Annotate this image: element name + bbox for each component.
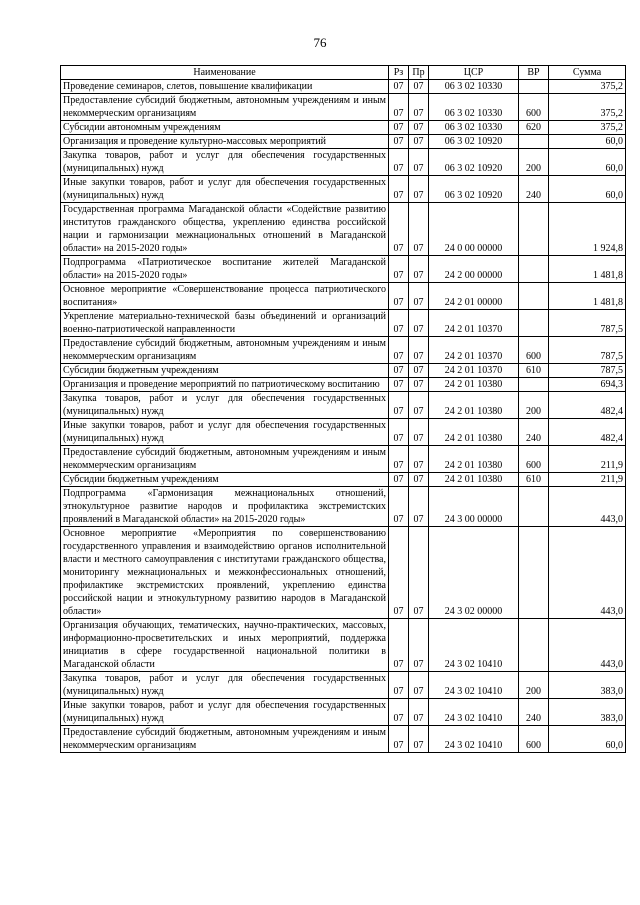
table-row — [61, 392, 626, 419]
row-vr — [519, 378, 549, 392]
row-csr: 24 2 01 00000 — [429, 283, 519, 310]
row-name: Предоставление субсидий бюджетным, автономным учреждениям и иным некоммерческим организациям — [61, 94, 389, 121]
row-vr — [519, 256, 549, 283]
row-csr: 06 3 02 10330 — [429, 80, 519, 94]
row-rz: 07 — [389, 364, 409, 378]
row-pr: 07 — [409, 672, 429, 699]
row-pr: 07 — [409, 135, 429, 149]
row-rz: 07 — [389, 176, 409, 203]
row-csr: 24 3 02 10410 — [429, 699, 519, 726]
row-name: Субсидии автономным учреждениям — [61, 121, 389, 135]
row-pr: 07 — [409, 619, 429, 672]
table-row — [61, 80, 626, 94]
row-sum: 60,0 — [549, 726, 626, 753]
row-name: Субсидии бюджетным учреждениям — [61, 473, 389, 487]
row-rz: 07 — [389, 283, 409, 310]
table-row — [61, 619, 626, 672]
row-vr: 240 — [519, 176, 549, 203]
row-vr: 600 — [519, 94, 549, 121]
row-csr: 24 2 00 00000 — [429, 256, 519, 283]
header-csr: ЦСР — [429, 66, 519, 80]
row-pr: 07 — [409, 121, 429, 135]
row-sum: 60,0 — [549, 176, 626, 203]
row-name: Закупка товаров, работ и услуг для обеспечения государственных (муниципальных) нужд — [61, 149, 389, 176]
row-name: Организация и проведение культурно-массовых мероприятий — [61, 135, 389, 149]
row-vr: 200 — [519, 672, 549, 699]
row-sum: 211,9 — [549, 473, 626, 487]
row-pr: 07 — [409, 446, 429, 473]
table-row — [61, 364, 626, 378]
row-pr: 07 — [409, 310, 429, 337]
row-name: Организация обучающих, тематических, научно-практических, массовых, информационно-просветительских и иных мероприятий, поддержка инициатив в сфере государственной национальной политики в Магаданской области — [61, 619, 389, 672]
row-csr: 06 3 02 10330 — [429, 121, 519, 135]
row-rz: 07 — [389, 726, 409, 753]
table-row — [61, 176, 626, 203]
row-rz: 07 — [389, 473, 409, 487]
row-vr: 610 — [519, 473, 549, 487]
row-name: Предоставление субсидий бюджетным, автономным учреждениям и иным некоммерческим организациям — [61, 726, 389, 753]
row-name: Государственная программа Магаданской области «Содействие развитию институтов гражданского общества, укреплению единства российской нации и гармонизации межнациональных отношений в Магаданской области» на 2015-2020 годы» — [61, 203, 389, 256]
row-name: Основное мероприятие «Совершенствование процесса патриотического воспитания» — [61, 283, 389, 310]
row-csr: 24 3 02 10410 — [429, 726, 519, 753]
row-sum: 375,2 — [549, 121, 626, 135]
row-rz: 07 — [389, 94, 409, 121]
table-row — [61, 256, 626, 283]
row-sum: 694,3 — [549, 378, 626, 392]
row-vr: 600 — [519, 446, 549, 473]
table-row — [61, 149, 626, 176]
row-vr — [519, 135, 549, 149]
table-row — [61, 121, 626, 135]
row-name: Субсидии бюджетным учреждениям — [61, 364, 389, 378]
table-row — [61, 94, 626, 121]
row-csr: 06 3 02 10330 — [429, 94, 519, 121]
row-name: Подпрограмма «Патриотическое воспитание жителей Магаданской области» на 2015-2020 годы» — [61, 256, 389, 283]
table-row — [61, 473, 626, 487]
table-row — [61, 699, 626, 726]
header-pr: Пр — [409, 66, 429, 80]
row-csr: 06 3 02 10920 — [429, 149, 519, 176]
row-name: Закупка товаров, работ и услуг для обеспечения государственных (муниципальных) нужд — [61, 672, 389, 699]
row-csr: 24 3 02 10410 — [429, 619, 519, 672]
row-pr: 07 — [409, 203, 429, 256]
row-vr: 240 — [519, 699, 549, 726]
row-pr: 07 — [409, 283, 429, 310]
row-rz: 07 — [389, 699, 409, 726]
row-pr: 07 — [409, 80, 429, 94]
row-sum: 60,0 — [549, 149, 626, 176]
row-name: Организация и проведение мероприятий по патриотическому воспитанию — [61, 378, 389, 392]
row-rz: 07 — [389, 256, 409, 283]
row-csr: 24 2 01 10380 — [429, 473, 519, 487]
table-row — [61, 135, 626, 149]
table-row — [61, 283, 626, 310]
row-vr — [519, 80, 549, 94]
row-sum: 1 924,8 — [549, 203, 626, 256]
row-sum: 787,5 — [549, 337, 626, 364]
row-rz: 07 — [389, 419, 409, 446]
table-row — [61, 337, 626, 364]
row-vr: 600 — [519, 337, 549, 364]
row-pr: 07 — [409, 527, 429, 619]
table-header-row — [61, 66, 626, 80]
row-rz: 07 — [389, 619, 409, 672]
table-row — [61, 310, 626, 337]
header-name: Наименование — [61, 66, 389, 80]
row-pr: 07 — [409, 487, 429, 527]
row-csr: 24 2 01 10380 — [429, 392, 519, 419]
row-pr: 07 — [409, 699, 429, 726]
row-csr: 24 3 02 00000 — [429, 527, 519, 619]
row-sum: 211,9 — [549, 446, 626, 473]
table-row — [61, 672, 626, 699]
row-rz: 07 — [389, 487, 409, 527]
row-sum: 60,0 — [549, 135, 626, 149]
row-name: Иные закупки товаров, работ и услуг для обеспечения государственных (муниципальных) нужд — [61, 176, 389, 203]
row-rz: 07 — [389, 378, 409, 392]
row-csr: 24 3 00 00000 — [429, 487, 519, 527]
row-vr — [519, 487, 549, 527]
row-sum: 383,0 — [549, 699, 626, 726]
row-csr: 24 2 01 10380 — [429, 419, 519, 446]
row-rz: 07 — [389, 149, 409, 176]
table-row — [61, 446, 626, 473]
row-sum: 383,0 — [549, 672, 626, 699]
row-csr: 24 2 01 10370 — [429, 337, 519, 364]
row-csr: 24 2 01 10380 — [429, 446, 519, 473]
header-vr: ВР — [519, 66, 549, 80]
row-sum: 443,0 — [549, 527, 626, 619]
budget-table — [60, 65, 626, 753]
row-rz: 07 — [389, 121, 409, 135]
row-csr: 24 2 01 10380 — [429, 378, 519, 392]
row-sum: 375,2 — [549, 80, 626, 94]
row-sum: 787,5 — [549, 310, 626, 337]
row-pr: 07 — [409, 726, 429, 753]
row-pr: 07 — [409, 149, 429, 176]
row-rz: 07 — [389, 672, 409, 699]
row-csr: 24 0 00 00000 — [429, 203, 519, 256]
row-vr: 200 — [519, 149, 549, 176]
row-rz: 07 — [389, 446, 409, 473]
table-row — [61, 487, 626, 527]
table-body — [61, 80, 626, 753]
row-name: Предоставление субсидий бюджетным, автономным учреждениям и иным некоммерческим организациям — [61, 446, 389, 473]
row-vr: 600 — [519, 726, 549, 753]
row-vr — [519, 283, 549, 310]
row-rz: 07 — [389, 337, 409, 364]
row-name: Подпрограмма «Гармонизация межнациональных отношений, этнокультурное развитие народов и профилактика экстремистских проявлений в Магаданской области» на 2015-2020 годы» — [61, 487, 389, 527]
row-sum: 1 481,8 — [549, 256, 626, 283]
row-vr — [519, 619, 549, 672]
table-row — [61, 419, 626, 446]
row-name: Иные закупки товаров, работ и услуг для обеспечения государственных (муниципальных) нужд — [61, 699, 389, 726]
row-sum: 1 481,8 — [549, 283, 626, 310]
row-pr: 07 — [409, 364, 429, 378]
table-row — [61, 527, 626, 619]
row-rz: 07 — [389, 310, 409, 337]
row-pr: 07 — [409, 256, 429, 283]
row-name: Укрепление материально-технической базы объединений и организаций военно-патриотической направленности — [61, 310, 389, 337]
row-sum: 375,2 — [549, 94, 626, 121]
row-sum: 482,4 — [549, 419, 626, 446]
row-rz: 07 — [389, 203, 409, 256]
row-sum: 443,0 — [549, 619, 626, 672]
row-csr: 24 2 01 10370 — [429, 364, 519, 378]
header-sum: Сумма — [549, 66, 626, 80]
row-pr: 07 — [409, 337, 429, 364]
row-name: Основное мероприятие «Мероприятия по совершенствованию государственного управления и взаимодействию органов исполнительной власти и местного самоуправления с институтами гражданского общества, мониторингу межнациональных и межконфессиональных отношений, профилактике экстремистских проявлений, укреплению единства российской нации и этнокультурному развитию народов в Магаданской области» — [61, 527, 389, 619]
row-name: Предоставление субсидий бюджетным, автономным учреждениям и иным некоммерческим организациям — [61, 337, 389, 364]
row-vr — [519, 203, 549, 256]
row-csr: 06 3 02 10920 — [429, 176, 519, 203]
row-csr: 06 3 02 10920 — [429, 135, 519, 149]
row-vr: 240 — [519, 419, 549, 446]
row-csr: 24 3 02 10410 — [429, 672, 519, 699]
row-name: Закупка товаров, работ и услуг для обеспечения государственных (муниципальных) нужд — [61, 392, 389, 419]
row-pr: 07 — [409, 392, 429, 419]
row-name: Иные закупки товаров, работ и услуг для обеспечения государственных (муниципальных) нужд — [61, 419, 389, 446]
row-rz: 07 — [389, 80, 409, 94]
row-name: Проведение семинаров, слетов, повышение квалификации — [61, 80, 389, 94]
row-sum: 482,4 — [549, 392, 626, 419]
row-vr — [519, 310, 549, 337]
row-rz: 07 — [389, 527, 409, 619]
page-number: 76 — [313, 35, 327, 50]
row-pr: 07 — [409, 419, 429, 446]
row-rz: 07 — [389, 392, 409, 419]
row-pr: 07 — [409, 176, 429, 203]
row-vr: 200 — [519, 392, 549, 419]
row-rz: 07 — [389, 135, 409, 149]
table-row — [61, 726, 626, 753]
row-sum: 443,0 — [549, 487, 626, 527]
row-vr: 620 — [519, 121, 549, 135]
table-row — [61, 378, 626, 392]
row-pr: 07 — [409, 473, 429, 487]
row-vr: 610 — [519, 364, 549, 378]
table-row — [61, 203, 626, 256]
row-pr: 07 — [409, 378, 429, 392]
row-sum: 787,5 — [549, 364, 626, 378]
row-vr — [519, 527, 549, 619]
row-csr: 24 2 01 10370 — [429, 310, 519, 337]
header-rz: Рз — [389, 66, 409, 80]
row-pr: 07 — [409, 94, 429, 121]
